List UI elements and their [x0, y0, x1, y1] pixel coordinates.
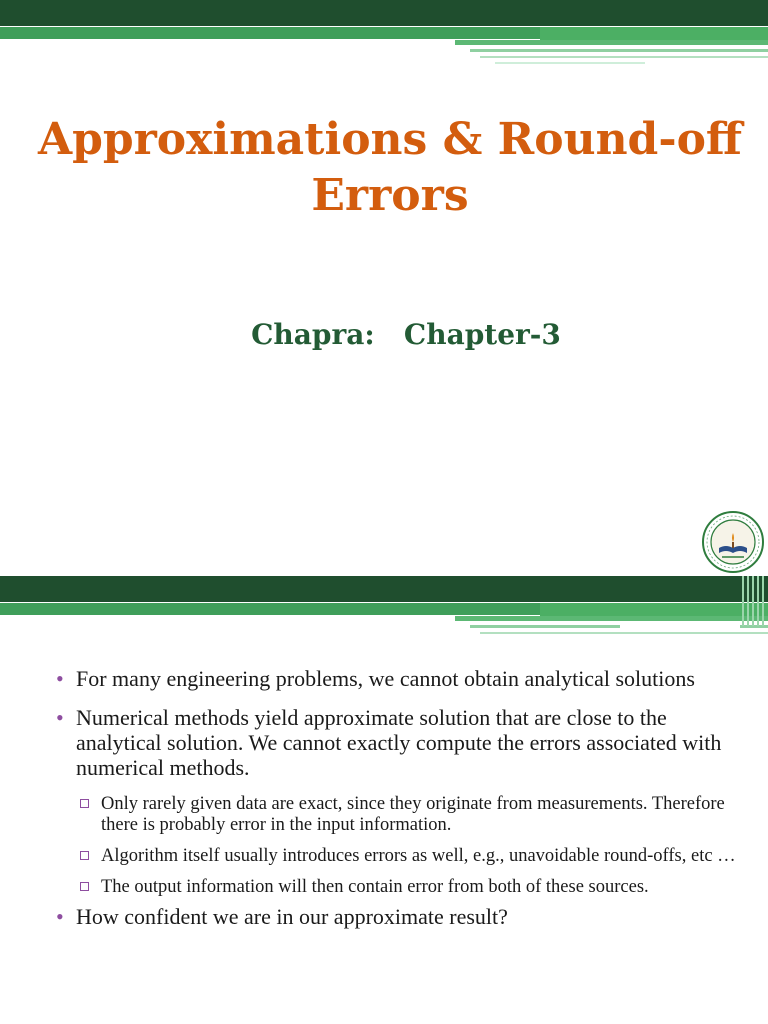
- square-bullet-icon: [80, 851, 89, 860]
- bullet-text: For many engineering problems, we cannot obtain analytical solutions: [76, 666, 695, 691]
- institution-seal-icon: [702, 511, 764, 573]
- slide-subtitle: Chapra: Chapter-3: [251, 318, 561, 351]
- sub-bullet-item: [80, 877, 746, 898]
- sub-bullet-item: [80, 846, 746, 867]
- bullet-text: How confident we are in our approximate result?: [76, 904, 508, 929]
- bullet-item: [56, 705, 746, 780]
- sub-bullet-text: Algorithm itself usually introduces errors as well, e.g., unavoidable round-offs, etc …: [101, 846, 736, 866]
- bullet-dot-icon: •: [56, 666, 64, 691]
- bullet-list: [56, 666, 746, 943]
- bullet-item: [56, 666, 746, 691]
- slide-title: Approximations & Round-off Errors: [37, 114, 743, 221]
- bullet-text: Numerical methods yield approximate solution that are close to the analytical solution. We cannot exactly compute the errors associated with numerical methods.: [76, 705, 722, 780]
- sub-bullet-item: [80, 794, 746, 836]
- sub-bullet-text: The output information will then contain error from both of these sources.: [101, 877, 649, 897]
- bullet-dot-icon: •: [56, 705, 64, 730]
- square-bullet-icon: [80, 799, 89, 808]
- content-slide: [0, 576, 768, 1024]
- sub-bullet-text: Only rarely given data are exact, since they originate from measurements. Therefore there is probably error in the input information.: [101, 794, 725, 835]
- bullet-dot-icon: •: [56, 904, 64, 929]
- header-band: [0, 576, 768, 636]
- header-band: [0, 0, 768, 60]
- bullet-item: [56, 904, 746, 929]
- square-bullet-icon: [80, 882, 89, 891]
